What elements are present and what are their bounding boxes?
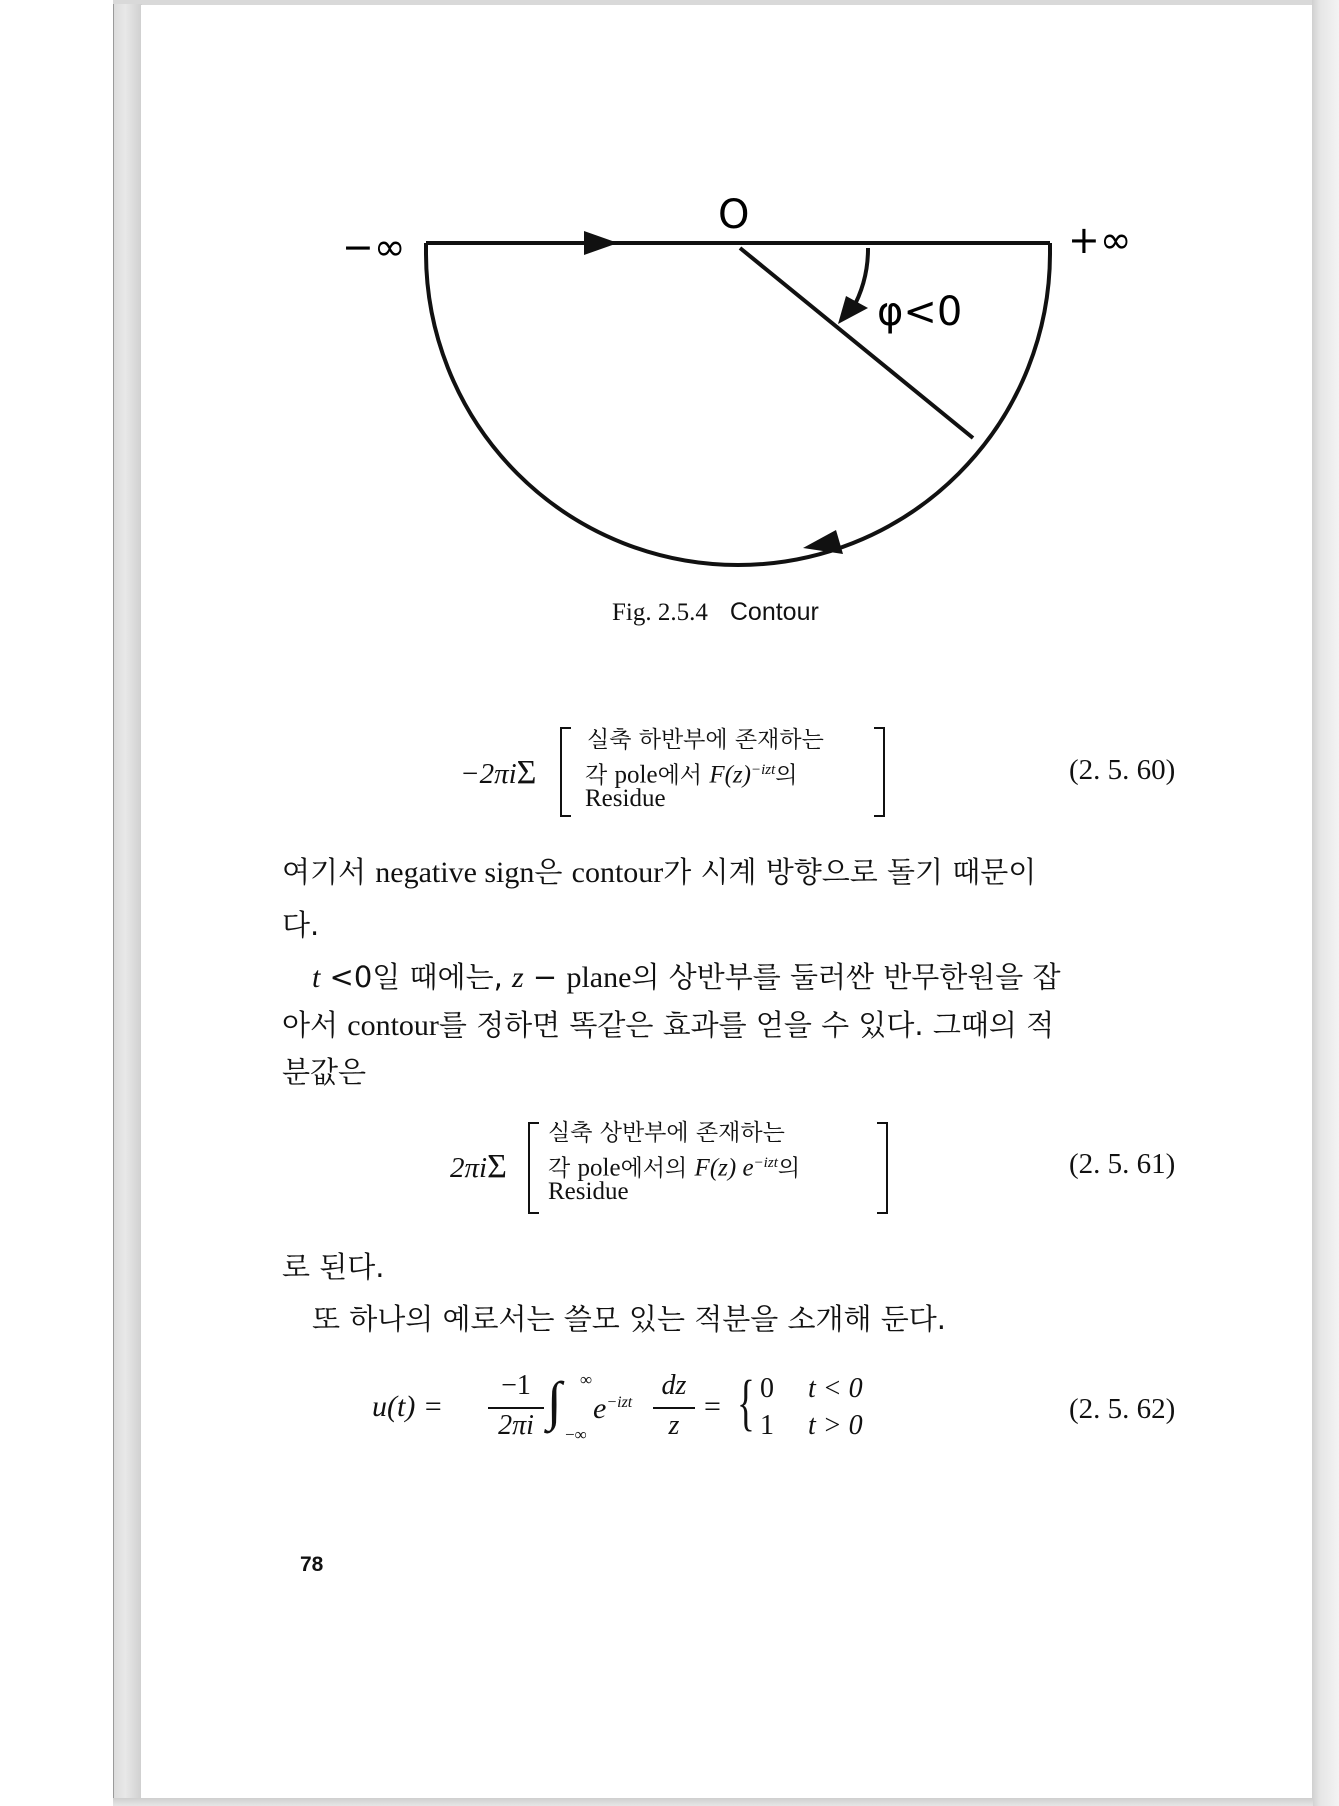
para1-line2: 다. <box>282 908 320 942</box>
eq60-right-bracket <box>874 727 885 817</box>
para3-line1: 로 된다. <box>282 1250 385 1284</box>
eq61-left-bracket <box>528 1122 539 1214</box>
eq62-dz-den: z <box>668 1410 680 1441</box>
eq62-frac-bar <box>488 1407 544 1409</box>
eq62-lhs: u(t) = <box>372 1390 444 1423</box>
eq60-number: (2. 5. 60) <box>1069 754 1176 786</box>
eq62-integrand: $e^{-izt}$ <box>593 1392 633 1425</box>
eq62-case1-condition: t < 0 <box>808 1373 863 1404</box>
eq62-case1-value: 0 <box>760 1373 774 1404</box>
caption-title: Contour <box>729 598 819 626</box>
eq62-integral-sign: ∫ <box>547 1371 562 1431</box>
arc-arrow-head <box>803 530 843 554</box>
eq62-number: (2. 5. 62) <box>1069 1393 1176 1425</box>
para2-line1: t <0일 때에는, z − plane의 상반부를 둘러싼 반무한원을 잡 <box>312 960 1061 994</box>
axis-arrow-head <box>584 231 618 255</box>
eq62-frac-num: −1 <box>501 1370 531 1401</box>
eq62-case2-value: 1 <box>760 1410 774 1441</box>
eq60-line2: 각 pole에서 $F(z)^{-izt}$의 <box>585 761 798 789</box>
eq61-lhs: 2πiΣ <box>450 1148 507 1185</box>
eq62-equals: = <box>704 1390 721 1423</box>
para1-line1: 여기서 negative sign은 contour가 시계 방향으로 돌기 때문이 <box>282 855 1037 889</box>
eq61-number: (2. 5. 61) <box>1069 1148 1176 1180</box>
eq60-line3: Residue <box>585 785 666 812</box>
eq62-int-upper: ∞ <box>580 1370 593 1389</box>
figure-caption <box>612 598 819 627</box>
eq62-dz-bar <box>653 1407 695 1409</box>
eq60-line1: 실축 하반부에 존재하는 <box>587 727 824 753</box>
page-number: 78 <box>300 1553 324 1576</box>
plus-infinity-label: +∞ <box>1068 218 1132 262</box>
eq62-dz-num: dz <box>661 1370 687 1401</box>
caption-fig-number: Fig. 2.5.4 <box>612 599 708 626</box>
eq60-left-bracket <box>560 727 571 817</box>
eq61-right-bracket <box>877 1122 888 1214</box>
para3-line2: 또 하나의 예로서는 쓸모 있는 적분을 소개해 둔다. <box>312 1302 947 1336</box>
minus-infinity-label: −∞ <box>342 225 406 269</box>
para2-line3: 분값은 <box>282 1055 367 1089</box>
eq61-line3: Residue <box>548 1178 629 1205</box>
eq60-lhs: −2πiΣ <box>460 754 537 791</box>
eq61-line1: 실축 상반부에 존재하는 <box>548 1120 785 1146</box>
radius-line <box>740 248 973 438</box>
eq62-frac-den: 2πi <box>498 1410 534 1441</box>
phi-label: φ<0 <box>877 289 963 335</box>
angle-arrow-head <box>838 296 868 324</box>
contour-figure <box>0 0 1339 620</box>
eq62-case2-condition: t > 0 <box>808 1410 863 1441</box>
eq61-line2: 각 pole에서의 F(z) $e^{-izt}$의 <box>548 1154 801 1182</box>
origin-label: O <box>718 192 750 238</box>
eq62-int-lower: −∞ <box>565 1425 587 1444</box>
page-bottom-edge <box>113 1798 1313 1806</box>
para2-line2: 아서 contour를 정하면 똑같은 효과를 얻을 수 있다. 그때의 적 <box>282 1008 1055 1042</box>
eq62-brace: { <box>737 1369 755 1437</box>
